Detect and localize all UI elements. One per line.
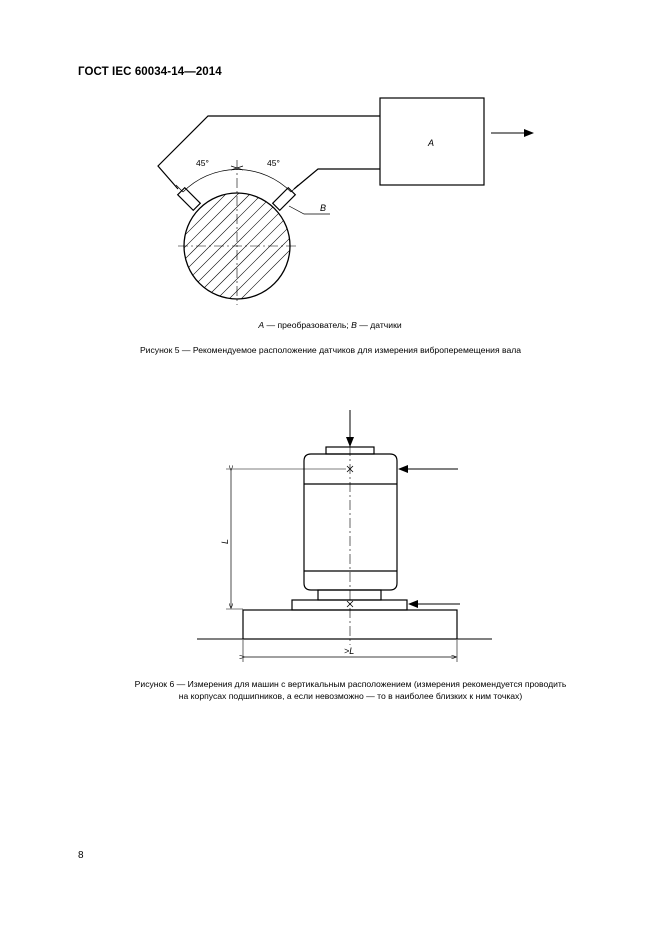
lower-measurement-point — [347, 601, 353, 607]
figure6-caption-line2: на корпусах подшипников, а если невозможно — то в наиболее близких к ним точках) — [178, 691, 523, 701]
legend-b-symbol: B — [351, 320, 357, 330]
dimension-l-label: L — [220, 538, 230, 544]
legend-b-text: — датчики — [356, 320, 402, 330]
legend-a-text: — преобразователь; — [264, 320, 352, 330]
figure6-caption-line1: Рисунок 6 — Измерения для машин с вертикальным расположением (измерения рекомендуется проводить — [134, 679, 567, 689]
lower-flange — [318, 590, 381, 600]
sensor-label: B — [320, 203, 327, 213]
legend-a-symbol: A — [258, 320, 265, 330]
angle-right-label: 45° — [267, 158, 280, 168]
figure6-caption — [60, 678, 641, 702]
motor-body — [304, 454, 397, 590]
angle-left-label: 45° — [196, 158, 209, 168]
page-header: ГОСТ IEC 60034-14—2014 — [78, 66, 222, 78]
figure5-caption: Рисунок 5 — Рекомендуемое расположение датчиков для измерения виброперемещения вала — [139, 345, 522, 355]
dimension-gt-l-label: >L — [344, 646, 355, 656]
page-number: 8 — [78, 850, 84, 861]
converter-label: A — [428, 138, 435, 148]
